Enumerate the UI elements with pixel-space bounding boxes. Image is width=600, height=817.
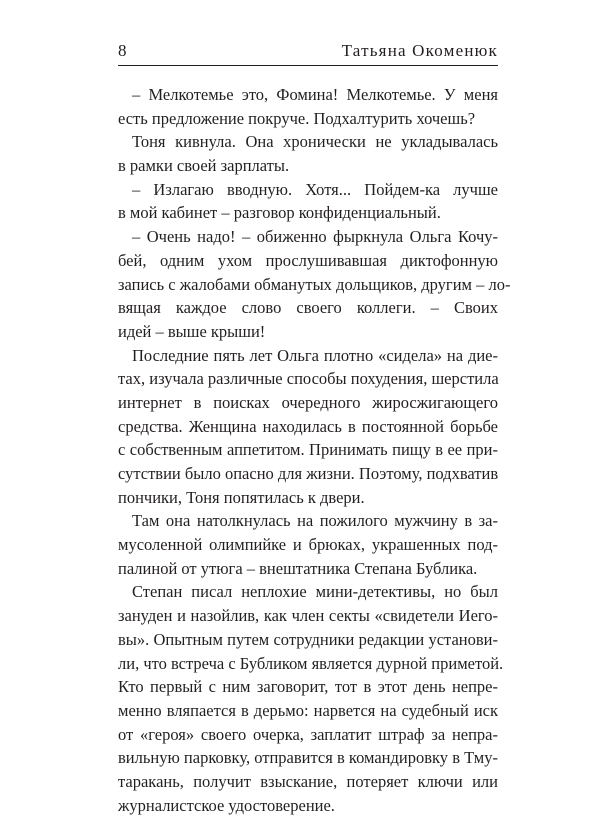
text-line: мусоленной олимпийке и брюках, украшенных под- [118,535,498,555]
header-rule [118,65,498,66]
text-line: в рамки своей зарплаты. [118,156,290,176]
text-line: вящая каждое слово своего коллеги. – Своих [118,298,498,318]
text-line: идей – выше крыши! [118,321,266,341]
text-line: Тоня кивнула. Она хронически не укладывалась [132,132,498,152]
page-number: 8 [118,41,127,60]
text-line: зануден и назойлив, как член секты «свидетели Иего- [118,606,498,626]
text-line: Степан писал неплохие мини-детективы, но был [132,582,498,602]
text-line: вильную парковку, отправится в командировку в Тму- [118,748,498,768]
text-line: бей, одним ухом прослушивавшая диктофонную [118,250,498,270]
running-head [118,41,498,65]
text-line: менно вляпается в дерьмо: нарвется на судебный иск [118,700,498,720]
text-line: – Мелкотемье это, Фомина! Мелкотемье. У меня [132,85,498,104]
text-line: таракань, получит взыскание, потеряет ключи или [118,771,498,791]
text-line: Кто первый с ним заговорит, тот в этот день непре- [118,677,498,697]
text-line: ли, что встреча с Бубликом является дурной приметой. [118,653,504,673]
text-line: вы». Опытным путем сотрудники редакции установи- [118,629,498,649]
text-line: интернет в поисках очередного жиросжигающего [118,392,498,412]
running-title: Татьяна Окоменюк [341,41,498,60]
text-line: сутствии было опасно для жизни. Поэтому, подхватив [118,464,499,483]
text-line: – Очень надо! – обиженно фыркнула Ольга Кочу- [132,227,498,247]
text-line: запись с жалобами обманутых дольщиков, другим – ло- [118,274,511,294]
body-text [118,83,511,817]
text-line: – Излагаю вводную. Хотя... Пойдем-ка лучше [132,179,498,199]
text-line: журналистское удостоверение. [118,795,335,815]
text-line: от «героя» своего очерка, заплатит штраф за непра- [118,724,498,744]
text-line: Там она натолкнулась на пожилого мужчину в за- [132,511,498,531]
text-line: есть предложение покруче. Подхалтурить хочешь? [118,108,476,128]
text-line: в мой кабинет – разговор конфиденциальный. [118,203,441,223]
text-line: средства. Женщина находилась в постоянной борьбе [118,416,498,436]
text-line: Последние пять лет Ольга плотно «сидела» на дие- [132,345,498,365]
text-line: пончики, Тоня попятилась к двери. [118,487,365,507]
text-line: палиной от утюга – внештатника Степана Бублика. [118,558,478,578]
text-line: тах, изучала различные способы похудения, шерстила [118,369,499,389]
text-line: с собственным аппетитом. Принимать пищу в ее при- [118,440,498,460]
